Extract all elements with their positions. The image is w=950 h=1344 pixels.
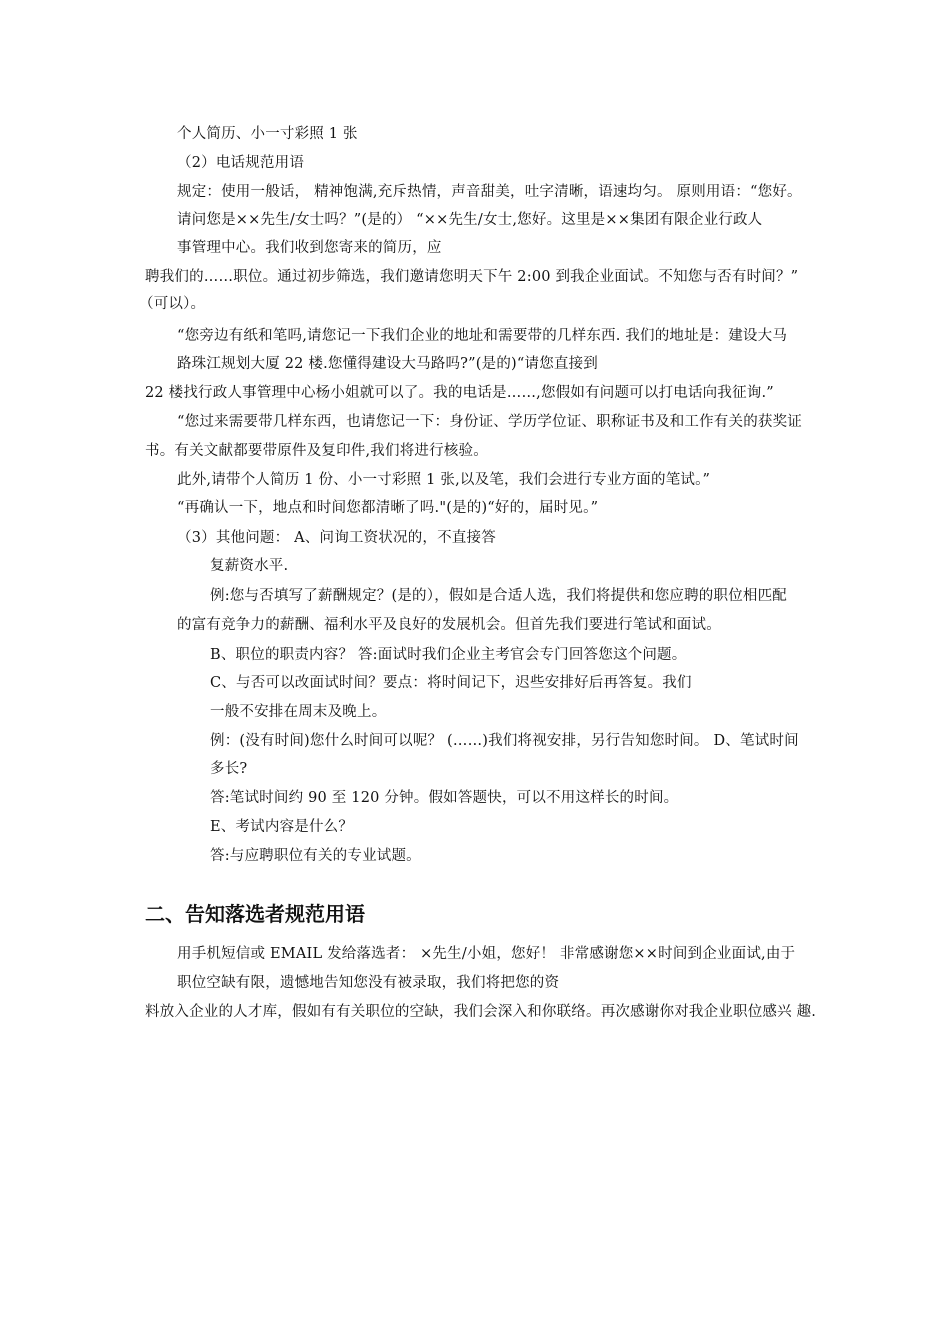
text-line: 例:您与否填写了薪酬规定？(是的），假如是合适人选，我们将提供和您应聘的职位相匹配 [210,588,787,604]
text-line: “您过来需要带几样东西，也请您记一下：身份证、学历学位证、职称证书及和工作有关的获奖证 [177,414,803,430]
text-line: 答:笔试时间约 90 至 120 分钟。假如答题快，可以不用这样长的时间。 [210,790,679,806]
text-line: （可以）。 [139,296,206,312]
text-line: 多长? [210,761,248,777]
text-line: （2）电话规范用语 [177,155,305,171]
text-line: 此外,请带个人简历 1 份、小一寸彩照 1 张,以及笔，我们会进行专业方面的笔试。” [177,472,711,488]
text-line: 个人简历、小一寸彩照 1 张 [177,126,358,142]
text-line: 规定：使用一般话， 精神饱满,充斥热情，声音甜美，吐字清晰，语速均匀。 原则用语：“您好。 [177,184,802,200]
text-line: C、与否可以改面试时间？要点：将时间记下，迟些安排好后再答复。我们 [210,675,692,691]
text-line: E、考试内容是什么？ [210,819,354,835]
text-line: 一般不安排在周末及晚上。 [210,704,387,720]
text-line: 22 楼找行政人事管理中心杨小姐就可以了。我的电话是……,您假如有问题可以打电话向我征询.” [145,385,774,401]
text-line: 用手机短信或 EMAIL 发给落选者： ×先生/小姐，您好！ 非常感谢您××时间到企业面试,由于 [177,946,796,962]
text-line: 职位空缺有限，遗憾地告知您没有被录取，我们将把您的资 [177,975,560,991]
section-heading: 二、告知落选者规范用语 [145,902,365,926]
text-line: B、职位的职责内容？ 答:面试时我们企业主考官会专门回答您这个问题。 [210,647,687,663]
text-line: 聘我们的……职位。通过初步筛选，我们邀请您明天下午 2:00 到我企业面试。不知您与否有时间？” [145,269,799,285]
text-line: 答:与应聘职位有关的专业试题。 [210,848,421,864]
text-line: 书。有关文献都要带原件及复印件,我们将进行核验。 [145,443,488,459]
text-line: 路珠江规划大厦 22 楼.您懂得建设大马路吗?”(是的)“请您直接到 [177,356,598,372]
text-line: 事管理中心。我们收到您寄来的简历，应 [177,240,442,256]
text-line: “您旁边有纸和笔吗,请您记一下我们企业的地址和需要带的几样东西. 我们的地址是：建设大马 [177,328,788,344]
text-line: “再确认一下，地点和时间您都清晰了吗."(是的)“好的，届时见。” [177,500,599,516]
text-line: 的富有竞争力的薪酬、福利水平及良好的发展机会。但首先我们要进行笔试和面试。 [177,617,721,633]
text-line: 请问您是××先生/女士吗？”(是的） “××先生/女士,您好。这里是××集团有限企业行政人 [177,212,763,228]
text-line: 料放入企业的人才库，假如有有关职位的空缺，我们会深入和你联络。再次感谢你对我企业职位感兴 趣. [145,1004,817,1020]
text-line: 复薪资水平. [210,558,289,574]
text-line: （3）其他问题： A、问询工资状况的，不直接答 [177,530,496,546]
text-line: 例：(没有时间)您什么时间可以呢？ (……)我们将视安排，另行告知您时间。 D、笔试时间 [210,733,799,749]
